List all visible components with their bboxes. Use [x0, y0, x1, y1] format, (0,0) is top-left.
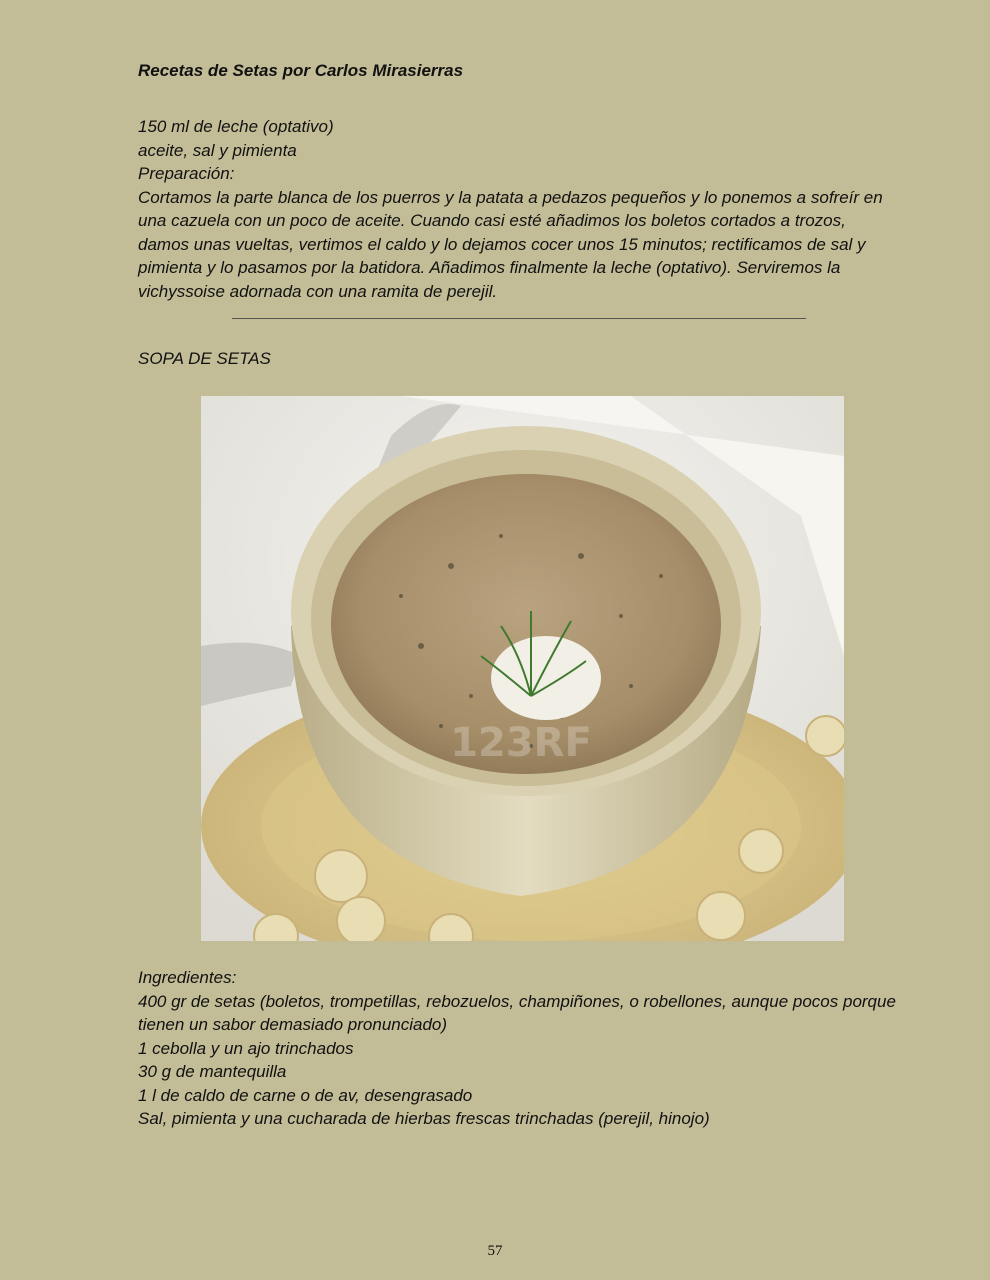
- ingredient-line: aceite, sal y pimienta: [138, 140, 297, 160]
- page-number: 57: [487, 1243, 503, 1259]
- mushroom-soup-illustration: [201, 396, 844, 941]
- preparation-heading: Preparación:: [138, 164, 235, 183]
- ingredients-list: [138, 966, 898, 1131]
- watermark: 123RF: [450, 720, 592, 766]
- soup-photo: [201, 396, 844, 941]
- ingredients-heading: Ingredientes:: [138, 968, 237, 987]
- section-divider: [232, 318, 806, 319]
- ingredient-line: 1 cebolla y un ajo trinchados: [138, 1038, 354, 1058]
- section-title: SOPA DE SETAS: [138, 349, 271, 368]
- ingredient-line: 1 l de caldo de carne o de av, desengrasado: [138, 1085, 473, 1105]
- document-header: Recetas de Setas por Carlos Mirasierras: [138, 61, 464, 80]
- ingredient-line: 150 ml de leche (optativo): [138, 117, 334, 136]
- preparation-text: Cortamos la parte blanca de los puerros y la patata a pedazos pequeños y lo ponemos a sofreír en una cazuela con un poco de aceite. Cuando casi esté añadimos los boletos cortados a trozos, damos unas vueltas, vertimos el caldo y lo dejamos cocer unos 15 minutos; rectificamos de sal y pimienta y lo pasamos por la batidora. Añadimos finalmente la leche (optativo). Serviremos la vichyssoise adornada con una ramita de perejil.: [138, 187, 883, 301]
- ingredient-line: Sal, pimienta y una cucharada de hierbas frescas trinchadas (perejil, hinojo): [138, 1109, 710, 1128]
- recipe-preparation: [138, 115, 898, 303]
- ingredient-line: 30 g de mantequilla: [138, 1062, 287, 1081]
- ingredient-line: 400 gr de setas (boletos, trompetillas, rebozuelos, champiñones, o robellones, aunque pocos porque tienen un sabor demasiado pronunciado): [138, 991, 896, 1034]
